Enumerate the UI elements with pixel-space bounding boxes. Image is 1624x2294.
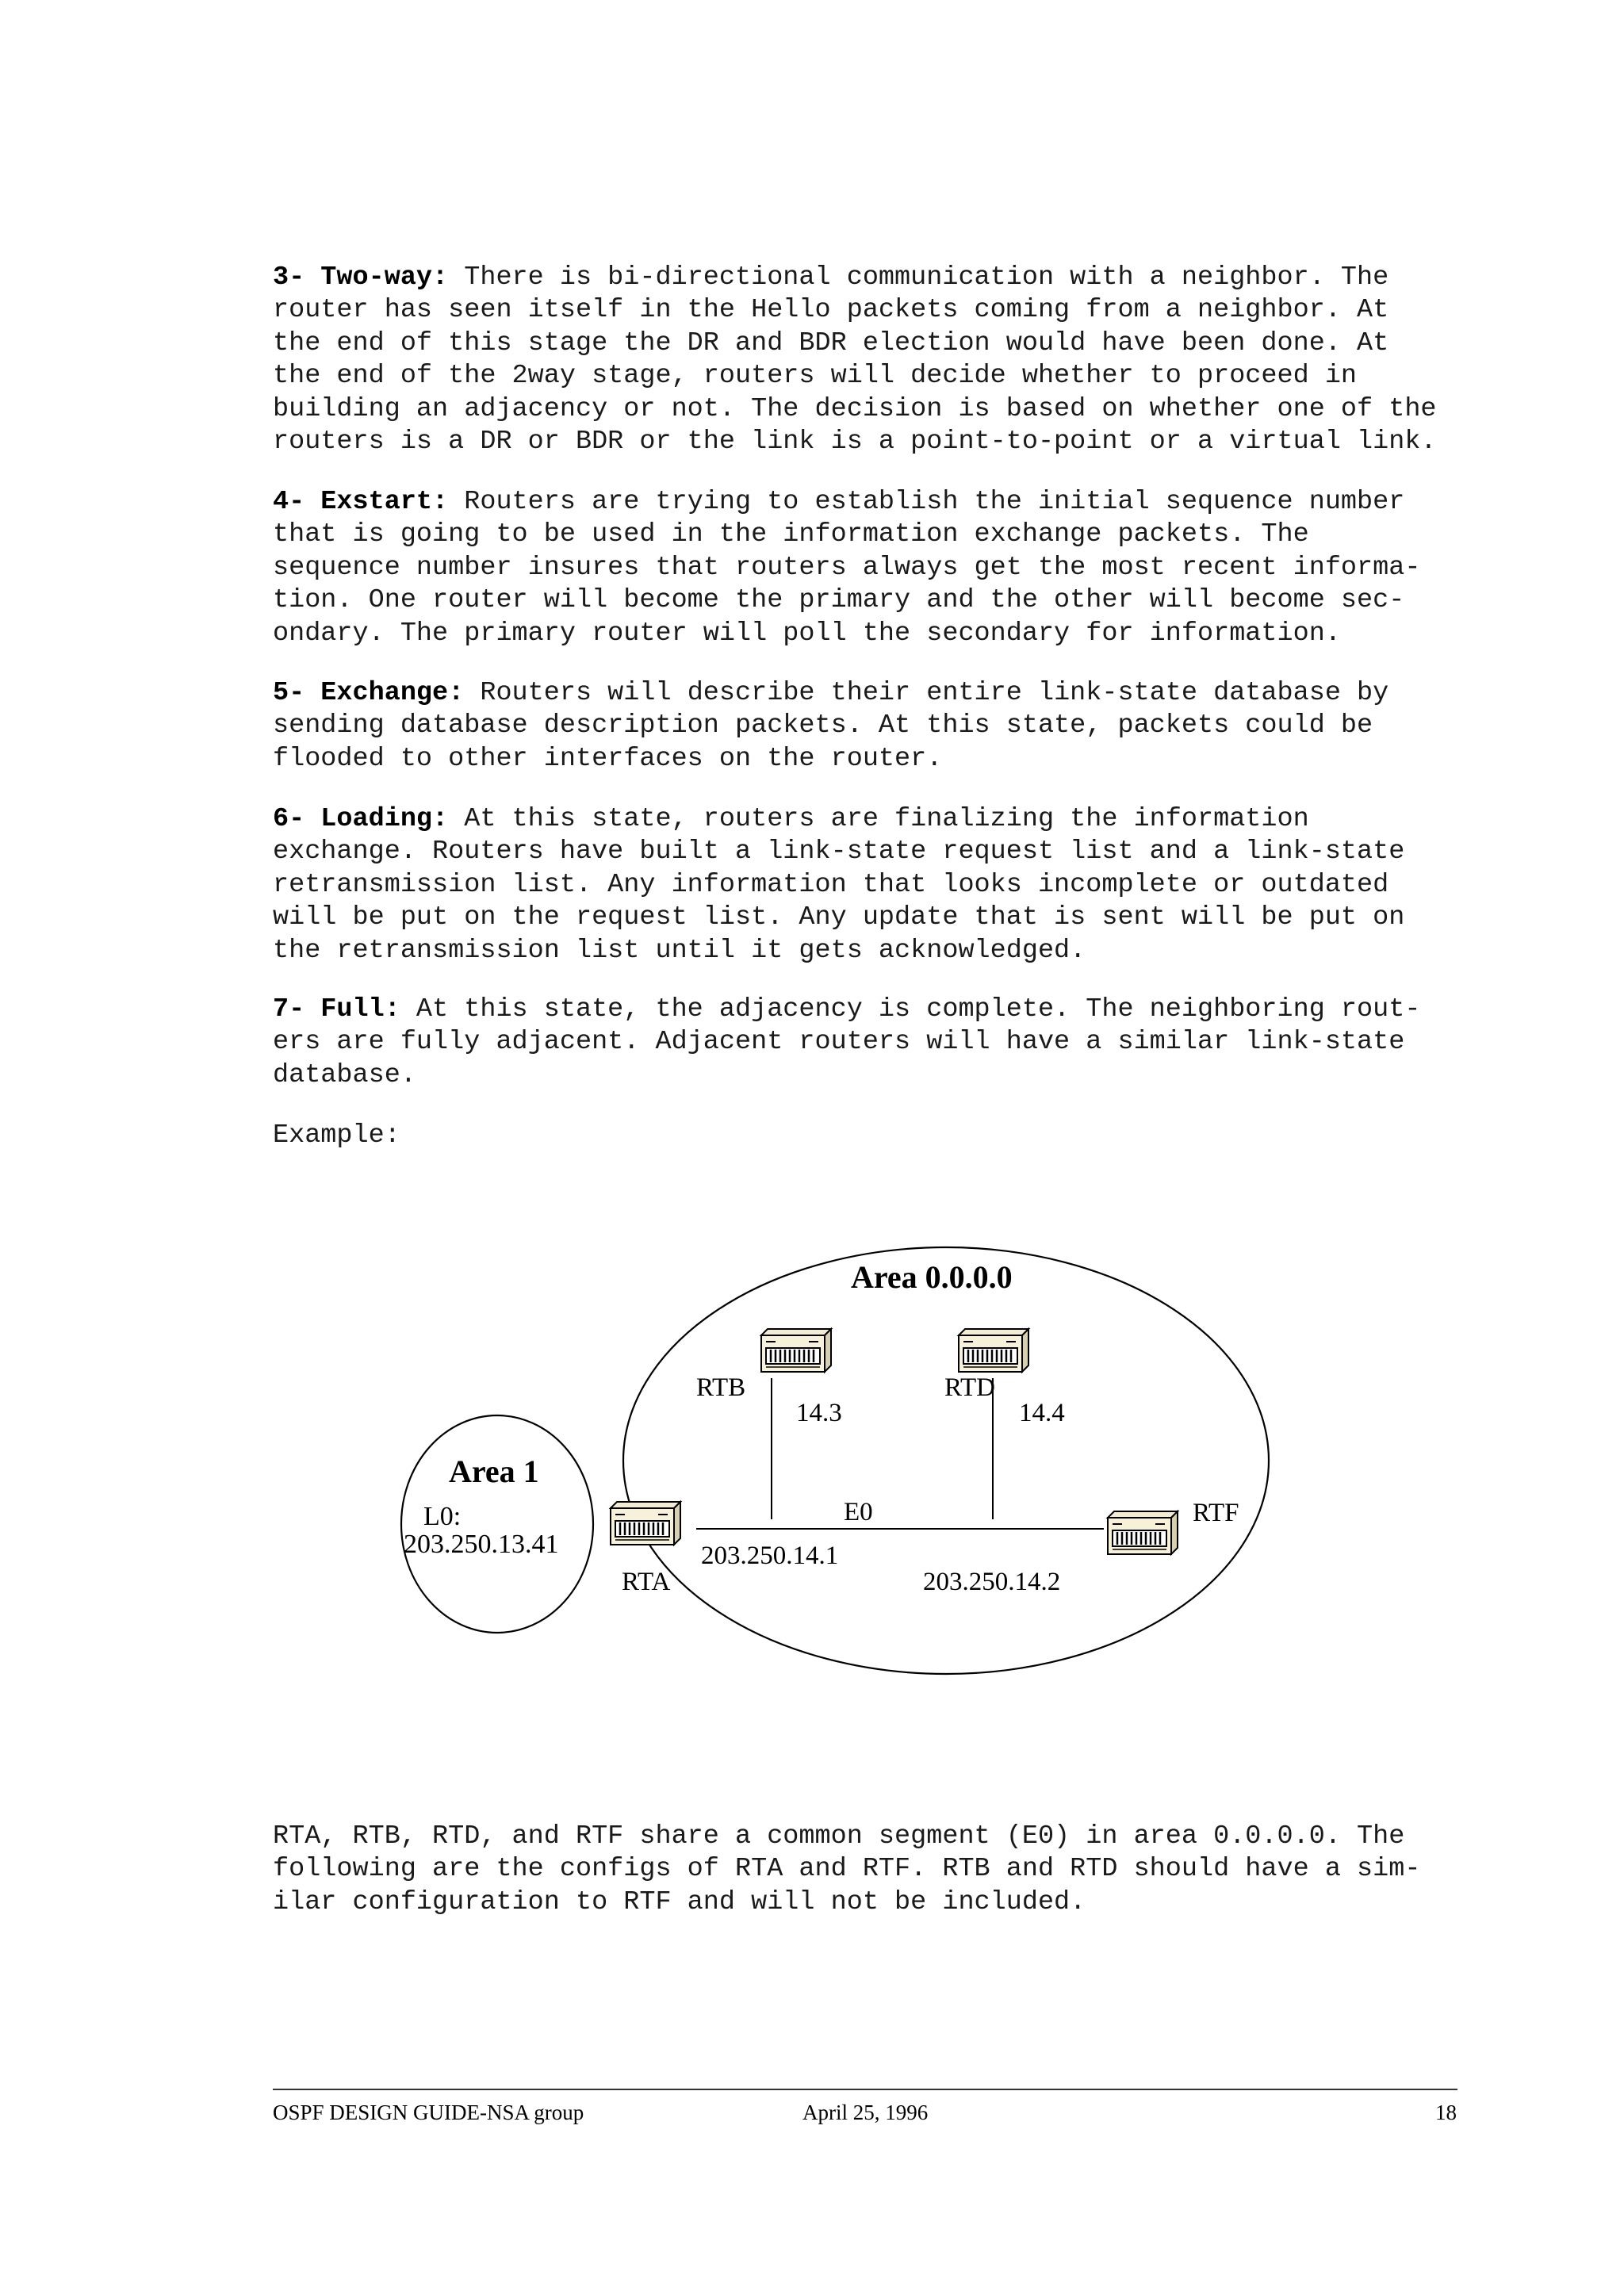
rta-label: RTA (622, 1568, 671, 1596)
paragraph-line: database. (273, 1059, 416, 1090)
paragraph-line: ilar configuration to RTF and will not be included. (273, 1886, 1086, 1917)
paragraph-text: At this state, the adjacency is complete. The neighboring rout- (400, 994, 1421, 1024)
paragraph-line: sequence number insures that routers always get the most recent informa- (273, 552, 1421, 583)
paragraph-line: RTA, RTB, RTD, and RTF share a common segment (E0) in area 0.0.0.0. The (273, 1821, 1405, 1852)
rtb-ip-label: 14.3 (796, 1399, 842, 1427)
footer-divider (273, 2089, 1457, 2090)
state-two-way-paragraph (273, 262, 1462, 458)
paragraph-line: ondary. The primary router will poll the secondary for information. (273, 618, 1341, 649)
paragraph-line: ers are fully adjacent. Adjacent routers will have a similar link-state (273, 1027, 1405, 1058)
paragraph-line (273, 486, 1462, 519)
paragraph-line (273, 994, 1462, 1026)
paragraph-line: router has seen itself in the Hello packets coming from a neighbor. At (273, 295, 1389, 326)
paragraph-line: following are the configs of RTA and RTF. RTB and RTD should have a sim- (273, 1854, 1421, 1885)
paragraph-line: the retransmission list until it gets acknowledged. (273, 935, 1086, 966)
paragraph-line: routers is a DR or BDR or the link is a point-to-point or a virtual link. (273, 427, 1437, 458)
rtb-label: RTB (696, 1373, 746, 1402)
rtf-router-icon (1108, 1511, 1178, 1554)
state-loading-paragraph (273, 803, 1462, 967)
paragraph-line (273, 803, 1462, 836)
rtd-router-icon (959, 1329, 1028, 1372)
paragraph-line: flooded to other interfaces on the router. (273, 743, 943, 774)
area0-boundary (623, 1247, 1269, 1674)
footer-title: OSPF DESIGN GUIDE-NSA group (273, 2101, 584, 2124)
state-exchange-paragraph (273, 677, 1462, 776)
paragraph-line (273, 677, 1462, 710)
loopback-label: L0: (423, 1502, 462, 1531)
state-exstart-paragraph (273, 486, 1462, 650)
example-label (273, 1120, 1462, 1152)
paragraph-line: that is going to be used in the information exchange packets. The (273, 519, 1309, 550)
paragraph-line: will be put on the request list. Any update that is sent will be put on (273, 902, 1405, 933)
rta-router-icon (611, 1502, 680, 1545)
area1-title: Area 1 (449, 1453, 539, 1489)
area0-title: Area 0.0.0.0 (851, 1259, 1013, 1295)
rtf-ip-label: 203.250.14.2 (923, 1568, 1061, 1596)
rta-ip-label: 203.250.14.1 (701, 1541, 839, 1570)
state-label: 4- Exstart: (273, 487, 449, 517)
state-full-paragraph (273, 994, 1462, 1092)
paragraph-line: the end of the 2way stage, routers will decide whether to proceed in (273, 361, 1358, 392)
state-label: 3- Two-way: (273, 262, 449, 293)
state-label: 6- Loading: (273, 804, 449, 834)
footer-page-number: 18 (1435, 2101, 1457, 2124)
example-text: Example: (273, 1120, 400, 1151)
paragraph-text: Routers will describe their entire link-state database by (464, 678, 1389, 708)
paragraph-line: retransmission list. Any information that looks incomplete or outdated (273, 869, 1389, 900)
paragraph-line: sending database description packets. At this state, packets could be (273, 710, 1373, 741)
area1-boundary (401, 1415, 593, 1633)
rtf-label: RTF (1193, 1499, 1239, 1527)
e0-label: E0 (844, 1498, 873, 1526)
paragraph-text: At this state, routers are finalizing the information (448, 804, 1309, 834)
paragraph-line: building an adjacency or not. The decision is based on whether one of the (273, 393, 1437, 424)
paragraph-line: the end of this stage the DR and BDR election would have been done. At (273, 327, 1389, 358)
state-label: 7- Full: (273, 994, 400, 1024)
footer-date: April 25, 1996 (802, 2101, 929, 2124)
loopback-ip: 203.250.13.41 (404, 1530, 559, 1559)
paragraph-line: tion. One router will become the primary and the other will become sec- (273, 585, 1405, 616)
rtd-ip-label: 14.4 (1019, 1399, 1065, 1427)
rtb-router-icon (761, 1329, 831, 1372)
paragraph-text: There is bi-directional communication with a neighbor. The (448, 262, 1389, 293)
paragraph-text: Routers are trying to establish the initial sequence number (448, 487, 1405, 517)
paragraph-line (273, 262, 1462, 294)
state-label: 5- Exchange: (273, 678, 465, 708)
paragraph-line: exchange. Routers have built a link-state request list and a link-state (273, 837, 1405, 867)
closing-paragraph (273, 1821, 1462, 1919)
rtd-label: RTD (944, 1373, 996, 1402)
